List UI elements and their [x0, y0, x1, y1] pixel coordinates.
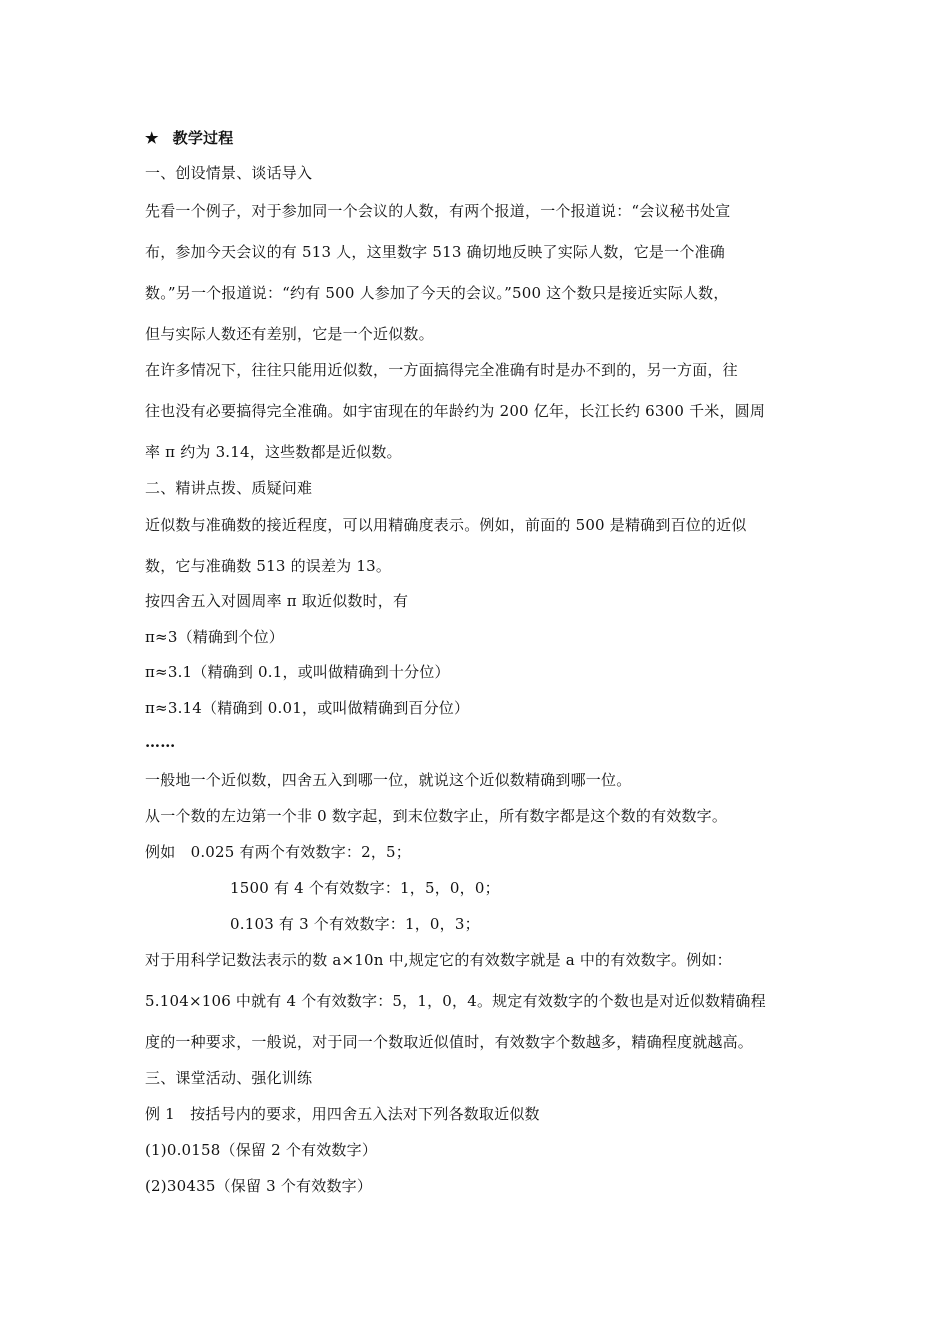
section-2-title: 二、精讲点拨、质疑问难 — [145, 479, 313, 497]
paragraph-6: 从一个数的左边第一个非 0 数字起，到末位数字止，所有数字都是这个数的有效数字。 — [145, 807, 728, 825]
example-line-2: 1500 有 4 个有效数字：1，5，0，0； — [230, 879, 500, 897]
star-icon: ★ — [145, 129, 159, 147]
pi-approx-3: π≈3.14（精确到 0.01，或叫做精确到百分位） — [145, 699, 470, 717]
pi-approx-1: π≈3（精确到个位） — [145, 628, 284, 646]
heading-text: 教学过程 — [172, 129, 234, 147]
paragraph-7-line-2: 5.104×106 中就有 4 个有效数字：5，1，0，4。规定有效数字的个数也是对近似数精确程 — [145, 992, 766, 1010]
paragraph-2-line-3: 率 π 约为 3.14，这些数都是近似数。 — [145, 443, 402, 461]
paragraph-2-line-1: 在许多情况下，往往只能用近似数，一方面搞得完全准确有时是办不到的，另一方面，往 — [145, 361, 738, 379]
paragraph-1-line-3: 数。”另一个报道说：“约有 500 人参加了今天的会议。”500 这个数只是接近实际人数， — [145, 284, 729, 302]
example-line-3: 0.103 有 3 个有效数字：1，0，3； — [230, 915, 480, 933]
paragraph-4: 按四舍五入对圆周率 π 取近似数时，有 — [145, 592, 409, 610]
section-3-title: 三、课堂活动、强化训练 — [145, 1069, 313, 1087]
question-1: (1)0.0158（保留 2 个有效数字） — [145, 1141, 378, 1159]
question-2: (2)30435（保留 3 个有效数字） — [145, 1177, 373, 1195]
paragraph-1-line-1: 先看一个例子，对于参加同一个会议的人数，有两个报道，一个报道说：“会议秘书处宣 — [145, 202, 731, 220]
paragraph-3-line-2: 数，它与准确数 513 的误差为 13。 — [145, 557, 392, 575]
paragraph-5: 一般地一个近似数，四舍五入到哪一位，就说这个近似数精确到哪一位。 — [145, 771, 632, 789]
paragraph-7-line-1: 对于用科学记数法表示的数 a×10n 中,规定它的有效数字就是 a 中的有效数字。例如： — [145, 951, 732, 969]
paragraph-1-line-2: 布，参加今天会议的有 513 人，这里数字 513 确切地反映了实际人数，它是一个准确 — [145, 243, 725, 261]
ellipsis: …… — [145, 733, 176, 751]
section-1-title: 一、创设情景、谈话导入 — [145, 164, 313, 182]
pi-approx-2: π≈3.1（精确到 0.1，或叫做精确到十分位） — [145, 663, 450, 681]
section-heading — [145, 128, 233, 148]
example-title: 例 1 按括号内的要求，用四舍五入法对下列各数取近似数 — [145, 1105, 540, 1123]
paragraph-1-line-4: 但与实际人数还有差别，它是一个近似数。 — [145, 325, 434, 343]
paragraph-2-line-2: 往也没有必要搞得完全准确。如宇宙现在的年龄约为 200 亿年，长江长约 6300 千米，圆周 — [145, 402, 766, 420]
paragraph-3-line-1: 近似数与准确数的接近程度，可以用精确度表示。例如，前面的 500 是精确到百位的近似 — [145, 516, 747, 534]
paragraph-7-line-3: 度的一种要求，一般说，对于同一个数取近似值时，有效数字个数越多，精确程度就越高。 — [145, 1033, 754, 1051]
example-line-1: 例如 0.025 有两个有效数字：2，5； — [145, 843, 411, 861]
